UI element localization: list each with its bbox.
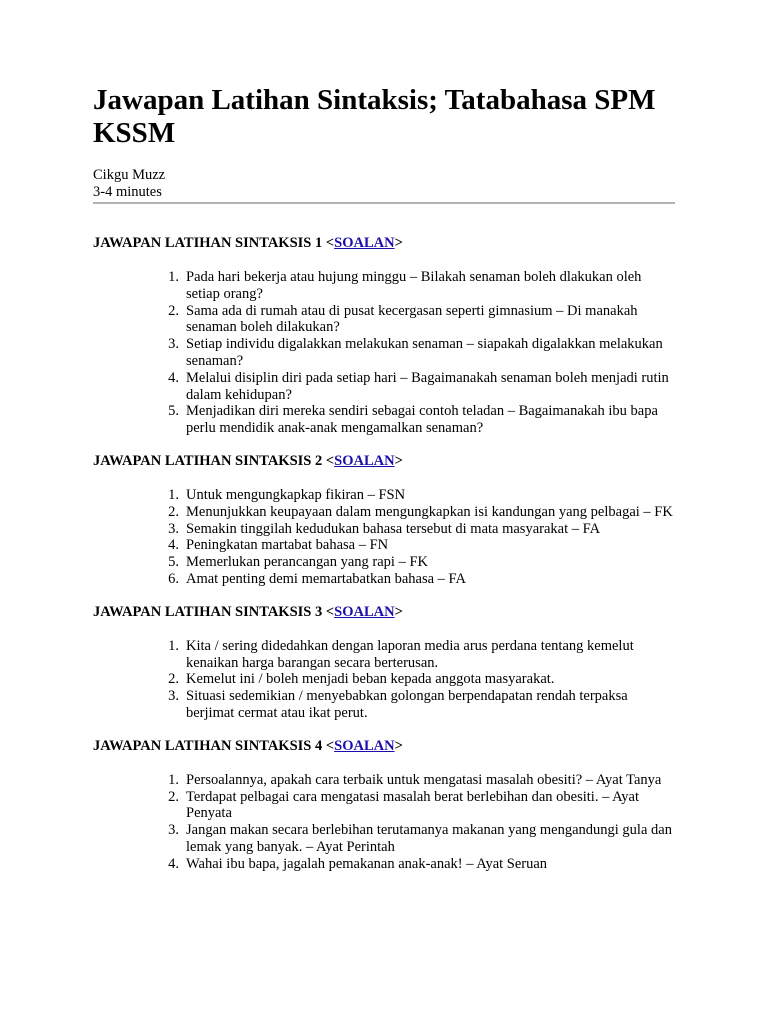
list-item [93,269,675,303]
item-text: Melalui disiplin diri pada setiap hari – Bagaimanakah senaman boleh menjadi rutin dalam kehidupan? [186,369,669,403]
item-text: Menunjukkan keupayaan dalam mengungkapkan isi kandungan yang pelbagai – FK [186,503,673,520]
list-item [93,554,675,571]
soalan-link-4[interactable]: SOALAN [334,737,395,754]
page-title: Jawapan Latihan Sintaksis; Tatabahasa SPM KSSM [93,84,656,149]
item-number: 2. [168,788,179,805]
answer-list-3 [93,638,675,722]
item-number: 4. [168,855,179,872]
item-text: Jangan makan secara berlebihan terutamanya makanan yang mengandungi gula dan lemak yang banyak. – Ayat Perintah [186,822,672,855]
item-text: Memerlukan perancangan yang rapi – FK [186,554,428,571]
list-item [93,822,675,856]
section-heading-2-suffix: > [394,452,403,469]
list-item [93,671,675,688]
item-text: Kita / sering didedahkan dengan laporan media arus perdana tentang kemelut kenaikan harga barangan secara berterusan. [186,637,634,671]
list-item [93,571,675,588]
list-item [93,537,675,554]
item-text: Terdapat pelbagai cara mengatasi masalah berat berlebihan dan obesiti. – Ayat Penyata [186,788,640,822]
item-text: Wahai ibu bapa, jagalah pemakanan anak-anak! – Ayat Seruan [186,855,548,872]
item-number: 1. [168,269,179,285]
soalan-link-3[interactable]: SOALAN [334,603,395,620]
list-item [93,487,675,504]
list-item [93,789,675,823]
item-text: Setiap individu digalakkan melakukan senaman – siapakah digalakkan melakukan senaman? [186,336,663,369]
item-number: 1. [168,771,179,788]
item-number: 3. [168,520,179,537]
section-heading-4-prefix: JAWAPAN LATIHAN SINTAKSIS 4 < [93,737,335,754]
item-number: 2. [168,302,179,319]
author-name: Cikgu Muzz [93,167,166,183]
list-item [93,504,675,521]
item-number: 6. [168,570,179,587]
section-heading-3-suffix: > [394,603,403,620]
section-heading-4-suffix: > [394,737,403,754]
list-item [93,638,675,672]
section-heading-1 [93,235,675,252]
item-number: 4. [168,537,179,554]
item-text: Sama ada di rumah atau di pusat kecergasan seperti gimnasium – Di manakah senaman boleh dilakukan? [186,302,638,336]
section-heading-1-prefix: JAWAPAN LATIHAN SINTAKSIS 1 < [93,235,335,251]
section-heading-3-prefix: JAWAPAN LATIHAN SINTAKSIS 3 < [93,603,335,620]
section-heading-2-prefix: JAWAPAN LATIHAN SINTAKSIS 2 < [93,452,335,469]
item-number: 5. [168,403,179,420]
soalan-link-1[interactable]: SOALAN [334,235,395,251]
list-item [93,856,675,873]
item-number: 1. [168,637,179,654]
section-heading-2 [93,453,675,470]
answer-list-4 [93,772,675,873]
item-number: 3. [168,822,179,839]
item-number: 3. [168,336,179,353]
item-text: Untuk mengungkapkap fikiran – FSN [186,486,406,503]
item-text: Peningkatan martabat bahasa – FN [186,537,389,554]
item-number: 2. [168,671,179,688]
list-item [93,403,675,437]
list-item [93,772,675,789]
list-item [93,303,675,337]
answer-list-1 [93,269,675,437]
item-number: 4. [168,369,179,386]
section-heading-3 [93,604,675,621]
section-heading-1-suffix: > [394,235,403,251]
item-text: Kemelut ini / boleh menjadi beban kepada anggota masyarakat. [186,671,555,688]
list-item [93,688,675,722]
item-number: 1. [168,486,179,503]
item-text: Pada hari bekerja atau hujung minggu – Bilakah senaman boleh dlakukan oleh setiap orang? [186,269,642,302]
list-item [93,370,675,404]
item-text: Semakin tinggilah kedudukan bahasa tersebut di mata masyarakat – FA [186,520,601,537]
item-text: Persoalannya, apakah cara terbaik untuk mengatasi masalah obesiti? – Ayat Tanya [186,771,662,788]
item-number: 2. [168,503,179,520]
read-time: 3-4 minutes [93,184,162,200]
section-heading-4 [93,738,675,755]
item-number: 5. [168,554,179,571]
soalan-link-2[interactable]: SOALAN [334,452,395,469]
list-item [93,521,675,538]
list-item [93,336,675,370]
item-number: 3. [168,688,179,705]
item-text: Amat penting demi memartabatkan bahasa – FA [186,570,466,587]
answer-list-2 [93,487,675,588]
item-text: Menjadikan diri mereka sendiri sebagai contoh teladan – Bagaimanakah ibu bapa perlu mendidik anak-anak mengamalkan senaman? [186,403,658,437]
header-divider [93,202,675,204]
item-text: Situasi sedemikian / menyebabkan golongan berpendapatan rendah terpaksa berjimat cermat atau ikat perut. [186,688,628,721]
